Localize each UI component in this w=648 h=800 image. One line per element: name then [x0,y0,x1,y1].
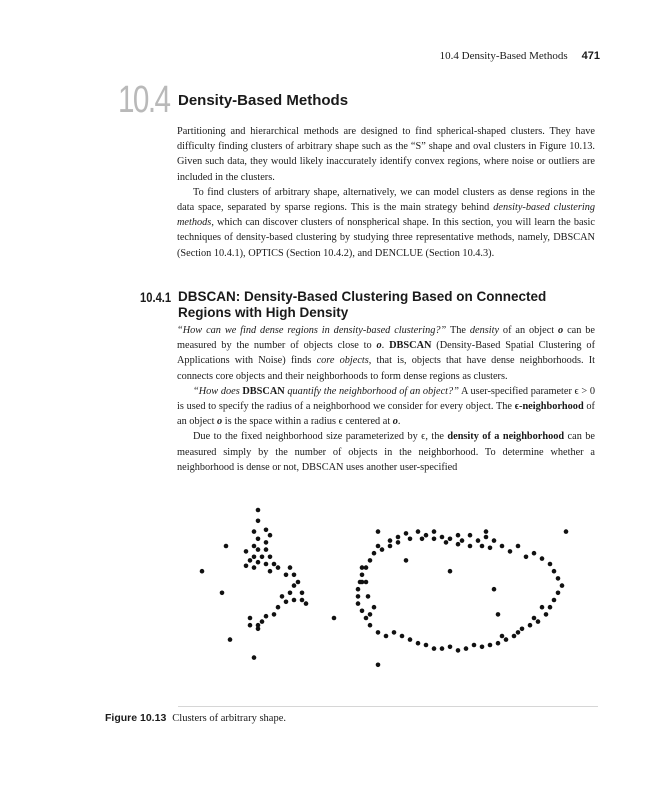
scatter-point-oval-cluster-20 [540,556,545,561]
intro-text [177,124,595,261]
scatter-point-oval-cluster-27 [548,605,553,610]
scatter-point-s-shaped-cluster-32 [276,605,281,610]
intro-paragraph-2: To find clusters of arbitrary shape, alternatively, we can model clusters as dense regions in the data space, separated by sparse regions. This is the main strategy behind density-based clustering methods, which can discover clusters of nonspherical shape. In this section, you will learn the basic techniques of density-based clustering by studying three representative methods, namely, DBSCAN (Section 10.4.1), OPTICS (Section 10.4.2), and DENCLUE (Section 10.4.3). [177,186,595,259]
scatter-point-oval-cluster-29 [536,619,541,624]
scatter-point-s-shaped-cluster-10 [252,555,257,560]
scatter-point-oval-cluster-45 [408,637,413,642]
scatter-point-oval-cluster-67 [444,540,449,545]
scatter-point-oval-cluster-49 [376,630,381,635]
scatter-point-oval-cluster-4 [416,529,421,534]
scatter-point-oval-cluster-17 [516,544,521,549]
scatter-point-oval-cluster-19 [532,551,537,556]
scatter-point-s-shaped-cluster-31 [300,598,305,603]
scatter-point-oval-cluster-5 [424,533,429,538]
scatter-point-oval-cluster-61 [380,547,385,552]
scatter-point-s-shaped-cluster-30 [300,591,305,596]
scatter-point-oval-cluster-78 [500,634,505,639]
scatter-point-oval-cluster-81 [540,605,545,610]
scatter-point-noise-8 [376,663,381,668]
scatter-point-oval-cluster-53 [356,601,361,606]
scatter-point-noise-12 [492,587,497,592]
scatter-point-oval-cluster-33 [504,637,509,642]
scatter-point-noise-9 [376,529,381,534]
scatter-point-noise-14 [484,529,489,534]
scatter-point-s-shaped-cluster-26 [288,591,293,596]
scatter-point-oval-cluster-69 [468,544,473,549]
scatter-point-oval-cluster-66 [432,537,437,542]
scatter-point-oval-cluster-28 [544,612,549,617]
scatter-point-noise-5 [228,637,233,642]
scatter-point-oval-cluster-74 [368,612,373,617]
scatter-point-s-shaped-cluster-0 [256,519,261,524]
scatter-point-oval-cluster-10 [460,538,465,543]
scatter-point-oval-cluster-15 [500,544,505,549]
scatter-point-s-shaped-cluster-3 [268,533,273,538]
scatter-point-oval-cluster-68 [456,542,461,547]
scatter-point-s-shaped-cluster-14 [256,560,261,565]
scatter-point-s-shaped-cluster-11 [260,555,265,560]
scatter-point-oval-cluster-46 [400,634,405,639]
scatter-point-oval-cluster-62 [388,544,393,549]
scatter-point-s-shaped-cluster-20 [268,569,273,574]
scatter-point-oval-cluster-18 [524,555,529,560]
scatter-point-oval-cluster-25 [556,591,561,596]
scatter-point-oval-cluster-35 [488,643,493,648]
figure-divider [178,706,598,707]
scatter-point-oval-cluster-24 [560,583,565,588]
scatter-point-oval-cluster-63 [396,540,401,545]
scatter-point-oval-cluster-72 [360,580,365,585]
caption-text: Clusters of arbitrary shape. [172,713,286,724]
scatter-point-oval-cluster-58 [364,565,369,570]
scatter-point-s-shaped-cluster-24 [296,580,301,585]
scatter-point-oval-cluster-26 [552,598,557,603]
scatter-point-s-shaped-cluster-17 [252,565,257,570]
scatter-point-s-shaped-cluster-21 [288,565,293,570]
scatter-point-s-shaped-cluster-5 [264,540,269,545]
scatter-point-oval-cluster-51 [364,616,369,621]
scatter-point-oval-cluster-14 [492,538,497,543]
scatter-point-noise-4 [304,601,309,606]
scatter-point-noise-10 [404,558,409,563]
scatter-point-oval-cluster-30 [528,623,533,628]
scatter-point-noise-0 [256,508,261,513]
scatter-point-noise-11 [448,569,453,574]
scatter-point-s-shaped-cluster-12 [268,555,273,560]
scatter-point-oval-cluster-37 [472,643,477,648]
running-head-title: 10.4 Density-Based Methods [439,50,568,62]
scatter-point-oval-cluster-8 [448,537,453,542]
page-number: 471 [581,50,600,62]
scatter-point-s-shaped-cluster-29 [292,598,297,603]
scatter-point-s-shaped-cluster-16 [244,564,249,569]
figure-scatter [180,500,600,700]
scatter-point-oval-cluster-6 [432,529,437,534]
scatter-point-oval-cluster-44 [416,641,421,646]
scatter-point-oval-cluster-55 [356,587,361,592]
scatter-point-oval-cluster-32 [512,634,517,639]
scatter-point-oval-cluster-64 [408,537,413,542]
scatter-point-oval-cluster-50 [368,623,373,628]
scatter-point-oval-cluster-65 [420,537,425,542]
scatter-point-noise-7 [252,655,257,660]
scatter-point-s-shaped-cluster-8 [256,547,261,552]
scatter-point-noise-13 [564,529,569,534]
scatter-point-oval-cluster-57 [360,573,365,578]
scatter-point-s-shaped-cluster-37 [248,616,253,621]
scatter-point-s-shaped-cluster-33 [272,612,277,617]
scatter-point-noise-6 [332,616,337,621]
scatter-point-s-shaped-cluster-22 [284,573,289,578]
scatter-point-oval-cluster-42 [432,646,437,651]
scatter-point-s-shaped-cluster-6 [252,544,257,549]
scatter-point-s-shaped-cluster-1 [252,529,257,534]
scatter-point-oval-cluster-59 [368,558,373,563]
scatter-point-oval-cluster-60 [372,551,377,556]
scatter-point-s-shaped-cluster-4 [256,537,261,542]
scatter-point-s-shaped-cluster-27 [280,594,285,599]
scatter-point-oval-cluster-9 [456,533,461,538]
scatter-point-s-shaped-cluster-19 [276,565,281,570]
body-paragraph-3: Due to the fixed neighborhood size parameterized by ϵ, the density of a neighborhood can be measured simply by the number of objects in the neighborhood. To determine whether a neighborhood is dense or not, DBSCAN uses another user-specified [177,431,596,473]
scatter-point-oval-cluster-79 [516,630,521,635]
scatter-point-oval-cluster-70 [480,544,485,549]
scatter-point-s-shaped-cluster-23 [292,573,297,578]
scatter-point-oval-cluster-0 [376,544,381,549]
body-paragraph-2: “How does DBSCAN quantify the neighborhood of an object?” A user-specified parameter ϵ > 0 is used to specify the radius of a neighborhood we consider for every object. The ϵ-neighborhood of an object o is the space within a radius ϵ centered at o. [177,385,595,428]
scatter-point-oval-cluster-34 [496,641,501,646]
intro-paragraph-1: Partitioning and hierarchical methods are designed to find spherical-shaped clusters. They have difficulty finding clusters of arbitrary shape such as the “S” shape and oval clusters in Figure 10.13. Given such data, they would likely inaccurately identify convex regions, where noise or outliers are included in the clusters. [177,126,595,183]
scatter-point-oval-cluster-2 [396,535,401,540]
scatter-point-noise-1 [224,544,229,549]
scatter-point-oval-cluster-1 [388,538,393,543]
scatter-point-oval-cluster-54 [356,594,361,599]
scatter-point-oval-cluster-43 [424,643,429,648]
scatter-point-oval-cluster-16 [508,549,513,554]
scatter-point-s-shaped-cluster-38 [248,623,253,628]
scatter-point-s-shaped-cluster-9 [264,547,269,552]
scatter-point-s-shaped-cluster-39 [256,627,261,632]
scatter-point-oval-cluster-80 [532,616,537,621]
scatter-point-oval-cluster-31 [520,627,525,632]
scatter-point-oval-cluster-71 [488,546,493,551]
scatter-point-oval-cluster-21 [548,562,553,567]
scatter-point-s-shaped-cluster-2 [264,528,269,533]
scatter-point-oval-cluster-52 [360,609,365,614]
scatter-point-oval-cluster-38 [464,646,469,651]
scatter-point-s-shaped-cluster-35 [260,619,265,624]
scatter-point-oval-cluster-11 [468,533,473,538]
scatter-point-s-shaped-cluster-18 [272,562,277,567]
scatter-point-oval-cluster-77 [360,565,365,570]
scatter-point-s-shaped-cluster-34 [264,614,269,619]
scatter-point-s-shaped-cluster-13 [248,558,253,563]
dbscan-text [177,323,595,475]
scatter-point-oval-cluster-41 [440,646,445,651]
scatter-point-oval-cluster-47 [392,630,397,635]
scatter-point-oval-cluster-23 [556,576,561,581]
scatter-point-oval-cluster-73 [364,580,369,585]
subsection-title: DBSCAN: Density-Based Clustering Based on Connected Regions with High Density [178,289,547,320]
scatter-point-oval-cluster-40 [448,645,453,650]
scatter-point-s-shaped-cluster-15 [264,562,269,567]
scatter-point-noise-2 [200,569,205,574]
running-head [380,50,600,62]
subsection-number: 10.4.1 [140,289,172,305]
scatter-point-oval-cluster-36 [480,645,485,650]
scatter-point-noise-3 [220,591,225,596]
scatter-point-noise-15 [496,612,501,617]
figure-caption [105,712,286,724]
scatter-point-oval-cluster-12 [476,538,481,543]
scatter-point-oval-cluster-3 [404,531,409,536]
scatter-point-oval-cluster-22 [552,569,557,574]
scatter-point-oval-cluster-76 [366,594,371,599]
scatter-point-s-shaped-cluster-28 [284,600,289,605]
scatter-point-oval-cluster-39 [456,648,461,653]
scatter-point-s-shaped-cluster-7 [244,549,249,554]
scatter-point-oval-cluster-48 [384,634,389,639]
scatter-point-oval-cluster-75 [372,605,377,610]
body-paragraph-1: “How can we find dense regions in density-based clustering?” The density of an object o can be measured by the number of objects close to o. DBSCAN (Density-Based Spatial Clustering of Applications with Noise) finds core objects, that is, objects that have dense neighborhoods. It connects core objects and their neighborhoods to form dense regions as clusters. [177,325,595,382]
caption-label: Figure 10.13 [105,712,167,724]
scatter-point-s-shaped-cluster-25 [292,583,297,588]
scatter-point-oval-cluster-7 [440,535,445,540]
section-number: 10.4 [118,79,170,121]
scatter-point-oval-cluster-13 [484,535,489,540]
section-title: Density-Based Methods [178,92,349,109]
